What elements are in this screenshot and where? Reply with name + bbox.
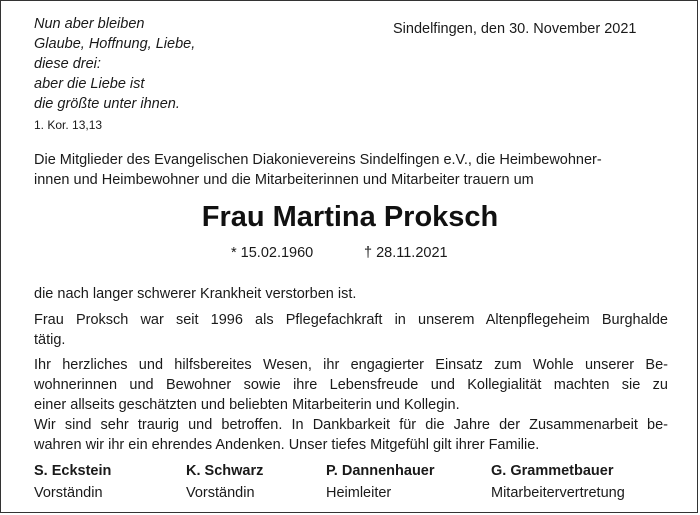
signatory-role: Vorständin — [186, 485, 255, 501]
signatory-name: G. Grammetbauer — [491, 463, 614, 479]
body-line: wahren wir ihr ein ehrendes Andenken. Unser tiefes Mitgefühl gilt ihrer Familie. — [34, 436, 540, 453]
death-date: † 28.11.2021 — [364, 245, 448, 261]
signatory-role: Vorständin — [34, 485, 103, 501]
deceased-name: Frau Martina Proksch — [201, 201, 499, 233]
body-line: Ihr herzliches und hilfsbereites Wesen, ihr engagierter Einsatz zum Wohle unserer Be- — [34, 357, 668, 374]
signatory-name: S. Eckstein — [34, 463, 112, 479]
signatory-eckstein — [34, 461, 111, 503]
signatory-dannenhauer — [326, 461, 435, 503]
body-line: Wir sind sehr traurig und betroffen. In Dankbarkeit für die Jahre der Zusammenarbeit be- — [34, 416, 668, 433]
verse-line: Glaube, Hoffnung, Liebe, — [34, 36, 196, 52]
verse-line: Nun aber bleiben — [34, 16, 145, 32]
verse-reference: 1. Kor. 13,13 — [34, 118, 103, 132]
intro-text — [34, 150, 668, 190]
signatory-grammetbauer — [491, 461, 625, 503]
signatory-name: P. Dannenhauer — [326, 463, 435, 479]
body-line: Frau Proksch war seit 1996 als Pflegefachkraft in unserem Altenpflegeheim Burghalde — [34, 311, 668, 328]
signatory-schwarz — [186, 461, 263, 503]
body-line: einer allseits geschätzten und beliebten Mitarbeiterin und Kollegin. — [34, 396, 460, 413]
verse-line: aber die Liebe ist — [34, 76, 145, 92]
intro-line: innen und Heimbewohner und die Mitarbeiterinnen und Mitarbeiter trauern um — [34, 172, 534, 188]
signatory-role: Mitarbeitervertretung — [491, 485, 625, 501]
body-paragraph: die nach langer schwerer Krankheit verstorben ist. — [34, 286, 357, 302]
birth-date: * 15.02.1960 — [231, 245, 314, 261]
signatory-name: K. Schwarz — [186, 463, 264, 479]
obituary-body — [34, 285, 668, 455]
bible-verse — [34, 14, 195, 114]
body-line: wohnerinnen und Bewohner sowie ihre Lebensfreude und Kollegialität machten sie zu — [34, 377, 668, 394]
intro-line: Die Mitglieder des Evangelischen Diakonievereins Sindelfingen e.V., die Heimbewohner- — [34, 152, 602, 168]
verse-line: die größte unter ihnen. — [34, 96, 180, 112]
verse-line: diese drei: — [34, 56, 101, 72]
place-date: Sindelfingen, den 30. November 2021 — [393, 21, 637, 37]
signatory-role: Heimleiter — [326, 485, 392, 501]
body-line: tätig. — [34, 331, 66, 348]
